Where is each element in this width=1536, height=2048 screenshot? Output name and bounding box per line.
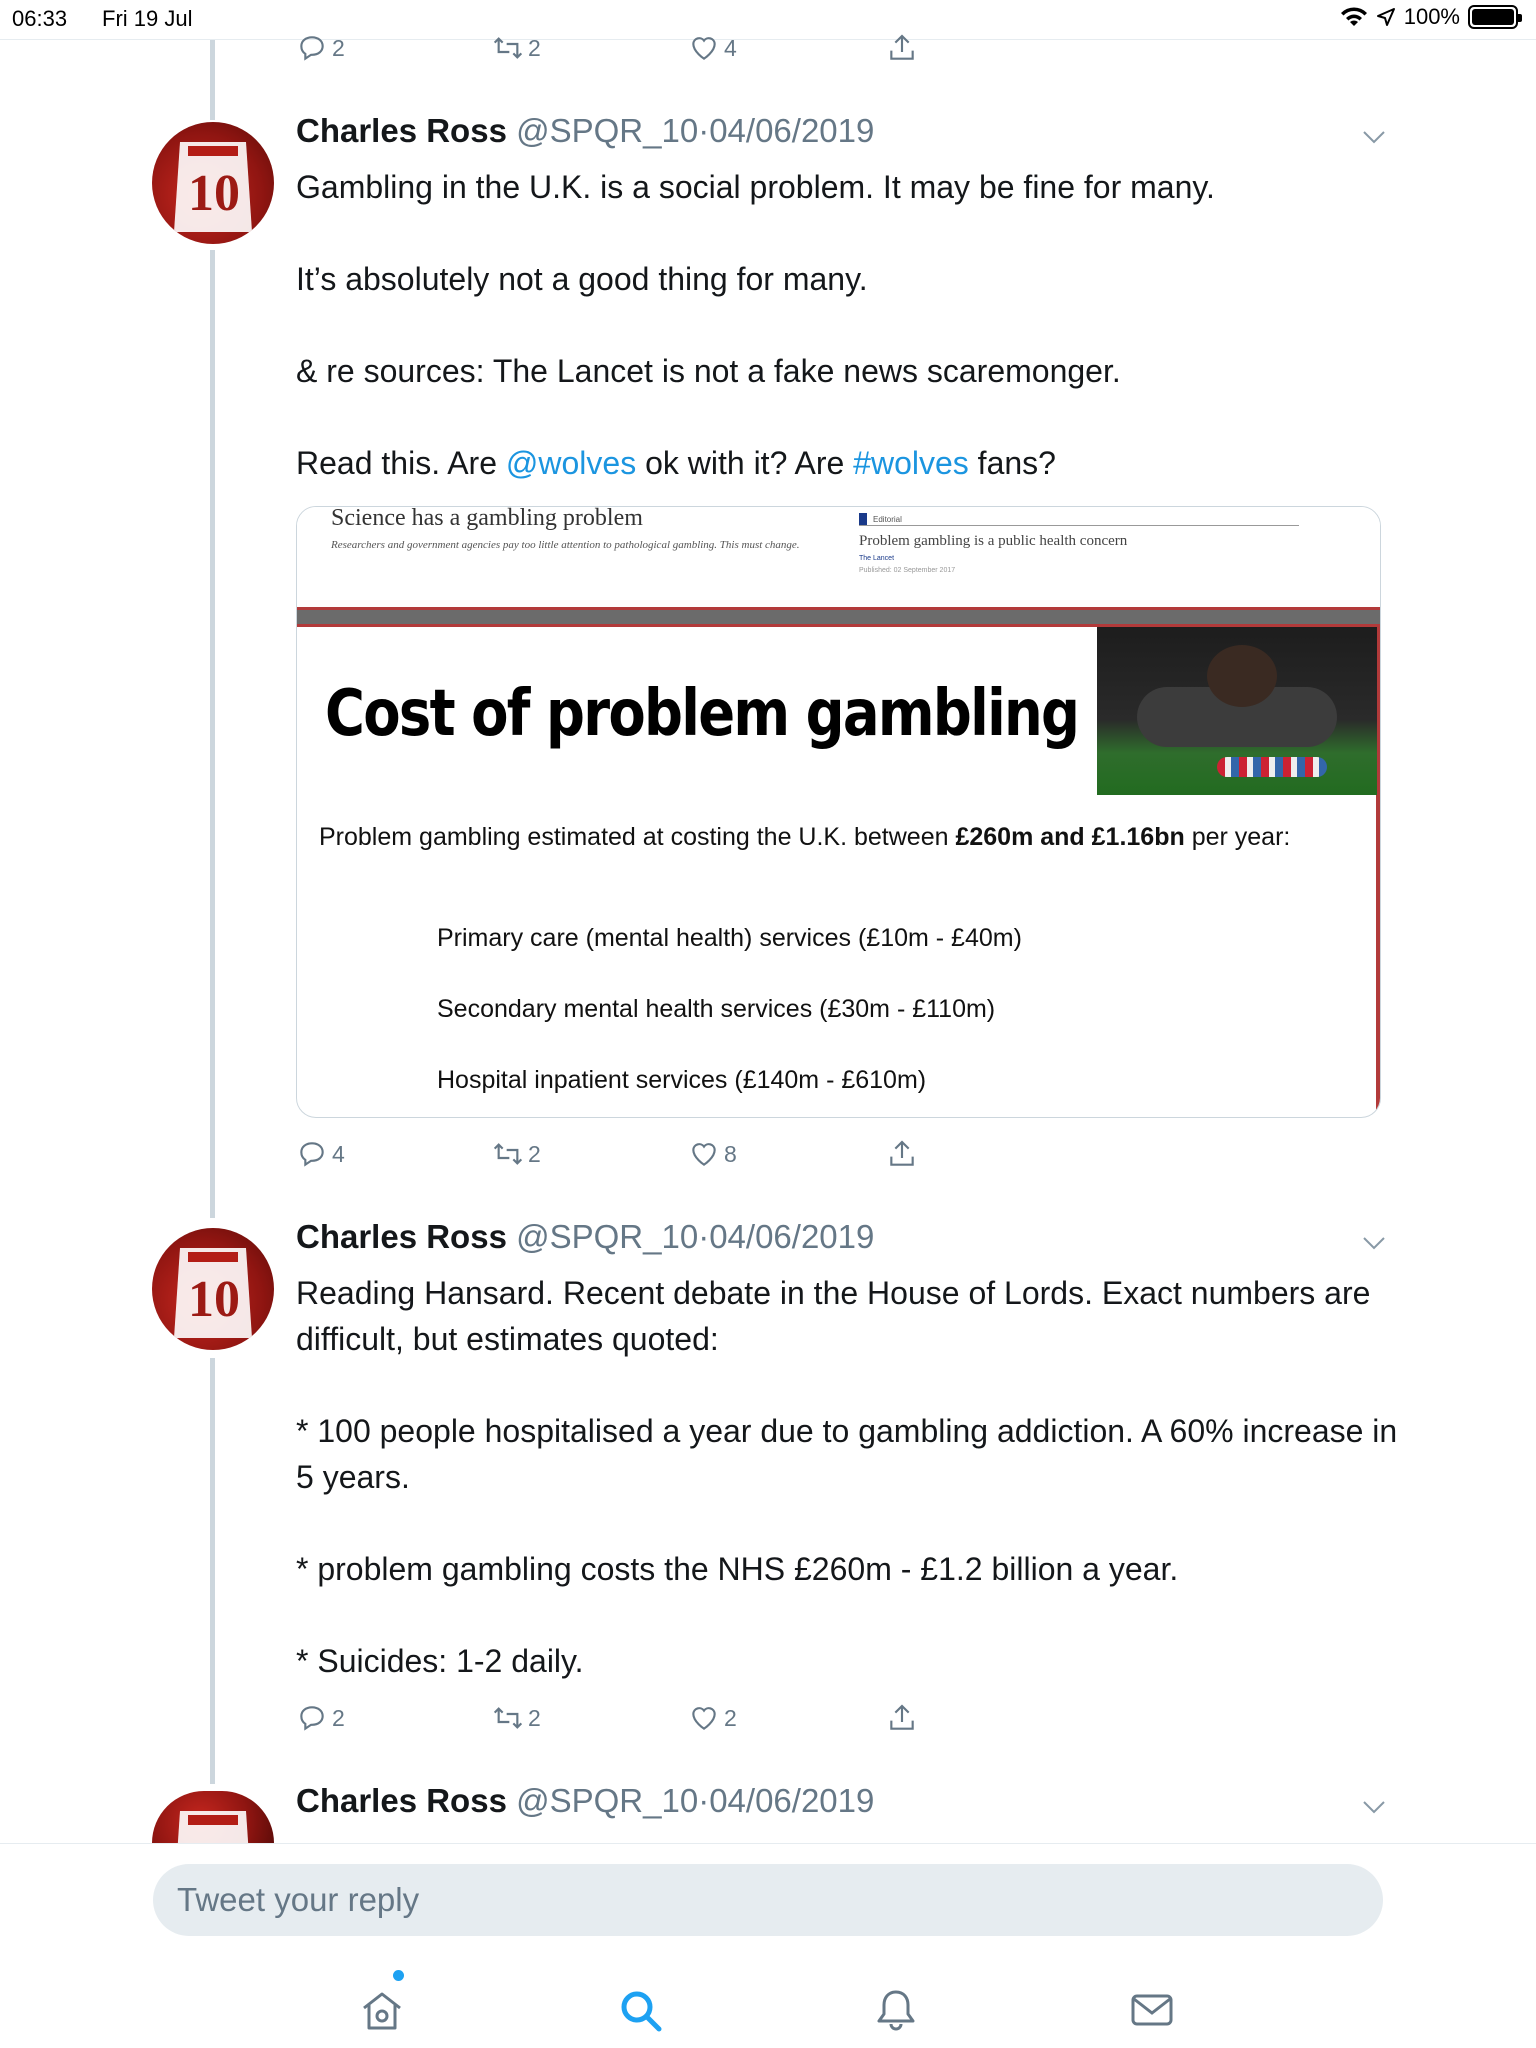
tweet-paragraph: & re sources: The Lancet is not a fake news scaremonger. — [296, 353, 1121, 389]
home-icon — [358, 1986, 406, 2034]
share-button[interactable] — [886, 32, 918, 64]
reply-bar — [0, 1843, 1536, 2048]
slide-description: Problem gambling estimated at costing the U.K. between £260m and £1.16bn per year: — [319, 823, 1291, 851]
like-count: 8 — [724, 1140, 737, 1167]
separator: · — [698, 1782, 710, 1819]
hashtag-link[interactable]: #wolves — [853, 445, 969, 481]
notification-dot — [393, 1970, 404, 1981]
like-count: 4 — [724, 34, 737, 61]
author-handle[interactable]: @SPQR_10 — [516, 1218, 699, 1255]
heart-icon — [688, 32, 720, 64]
separator: · — [698, 1218, 710, 1255]
svg-text:10: 10 — [188, 165, 240, 222]
share-icon — [886, 1702, 918, 1734]
retweet-count: 2 — [528, 1140, 541, 1167]
reply-icon — [296, 1702, 328, 1734]
tweet-date[interactable]: 04/06/2019 — [709, 112, 875, 149]
article-title: Science has a gambling problem — [331, 506, 643, 531]
avatar[interactable] — [152, 1228, 274, 1350]
tab-search[interactable] — [616, 1986, 664, 2034]
thread-line — [210, 1358, 215, 1784]
editorial-source: The Lancet — [859, 555, 895, 562]
tweet-date[interactable]: 04/06/2019 — [709, 1218, 875, 1255]
retweet-button[interactable] — [492, 32, 541, 64]
tweet-paragraph: * Suicides: 1-2 daily. — [296, 1643, 584, 1679]
tweet-date[interactable]: 04/06/2019 — [709, 1782, 875, 1819]
tweet-text — [296, 1270, 1406, 1684]
author-name[interactable]: Charles Ross — [296, 112, 507, 149]
reply-icon — [296, 1138, 328, 1170]
tweet-header — [296, 1782, 874, 1820]
tab-messages[interactable] — [1128, 1986, 1176, 2034]
like-button[interactable] — [688, 1702, 737, 1734]
like-count: 2 — [724, 1704, 737, 1731]
search-icon — [616, 1986, 664, 2034]
chevron-down-icon[interactable] — [1360, 122, 1388, 150]
reply-button[interactable] — [296, 32, 345, 64]
editorial-title: Problem gambling is a public health concern — [859, 533, 1128, 549]
location-arrow-icon — [1376, 7, 1396, 27]
reply-button[interactable] — [296, 1702, 345, 1734]
divider-bar — [297, 607, 1380, 627]
reply-icon — [296, 32, 328, 64]
tab-home[interactable] — [358, 1986, 406, 2034]
tweet-text — [296, 164, 1406, 486]
editorial-mark — [859, 513, 867, 525]
status-bar — [0, 0, 1536, 40]
retweet-icon — [492, 1138, 524, 1170]
heart-icon — [688, 1138, 720, 1170]
retweet-count: 2 — [528, 1704, 541, 1731]
retweet-button[interactable] — [492, 1702, 541, 1734]
chevron-down-icon[interactable] — [1360, 1228, 1388, 1256]
share-icon — [886, 1138, 918, 1170]
chevron-down-icon[interactable] — [1360, 1792, 1388, 1820]
like-button[interactable] — [688, 32, 737, 64]
tweet-paragraph: It’s absolutely not a good thing for many. — [296, 261, 868, 297]
tweet-paragraph: Gambling in the U.K. is a social problem. It may be fine for many. — [296, 169, 1215, 205]
thread-line — [210, 250, 215, 1218]
jersey-icon — [170, 1801, 256, 1843]
cost-item: Hospital inpatient services (£140m - £610m) — [437, 1066, 927, 1094]
thread-line — [210, 40, 215, 120]
jersey-icon — [170, 1238, 256, 1346]
share-button[interactable] — [886, 1702, 918, 1734]
tweet-paragraph: Reading Hansard. Recent debate in the House of Lords. Exact numbers are difficult, but estimates quoted: — [296, 1275, 1371, 1357]
tweet-header — [296, 1218, 874, 1256]
share-icon — [886, 32, 918, 64]
retweet-button[interactable] — [492, 1138, 541, 1170]
article-subtitle: Researchers and government agencies pay too little attention to pathological gambling. This must change. — [331, 539, 800, 551]
editorial-date: Published: 02 September 2017 — [859, 567, 956, 574]
retweet-icon — [492, 1702, 524, 1734]
slide-title: Cost of problem gambling — [325, 677, 1079, 751]
tweet-paragraph: * problem gambling costs the NHS £260m - £1.2 billion a year. — [296, 1551, 1179, 1587]
retweet-count: 2 — [528, 34, 541, 61]
tweet-header — [296, 112, 874, 150]
svg-text:10: 10 — [188, 1271, 240, 1328]
jersey-icon — [170, 132, 256, 240]
retweet-icon — [492, 32, 524, 64]
reply-count: 2 — [332, 34, 345, 61]
status-right — [1340, 4, 1518, 30]
tweet-image[interactable] — [296, 506, 1381, 1118]
tweet-paragraph: * 100 people hospitalised a year due to gambling addiction. A 60% increase in 5 years. — [296, 1413, 1398, 1495]
messages-icon — [1128, 1986, 1176, 2034]
image-header — [297, 507, 1380, 607]
wifi-icon — [1340, 6, 1368, 28]
separator: · — [698, 112, 710, 149]
avatar[interactable] — [152, 122, 274, 244]
reply-input[interactable] — [153, 1864, 1383, 1936]
author-handle[interactable]: @SPQR_10 — [516, 112, 699, 149]
reply-button[interactable] — [296, 1138, 345, 1170]
reply-count: 2 — [332, 1704, 345, 1731]
tab-notifications[interactable] — [872, 1986, 920, 2034]
author-handle[interactable]: @SPQR_10 — [516, 1782, 699, 1819]
battery-percent: 100% — [1403, 4, 1460, 29]
status-date: Fri 19 Jul — [102, 6, 193, 31]
cost-item: Primary care (mental health) services (£10m - £40m) — [437, 924, 1022, 952]
status-time: 06:33 — [12, 6, 68, 31]
heart-icon — [688, 1702, 720, 1734]
tweet-paragraph: Read this. Are @wolves ok with it? Are #wolves fans? — [296, 445, 1056, 481]
battery-icon — [1468, 5, 1518, 29]
share-button[interactable] — [886, 1138, 918, 1170]
cost-item: Secondary mental health services (£30m - £110m) — [437, 995, 996, 1023]
editorial-label: Editorial — [873, 515, 902, 524]
author-name[interactable]: Charles Ross — [296, 1782, 507, 1819]
author-name[interactable]: Charles Ross — [296, 1218, 507, 1255]
notifications-icon — [872, 1986, 920, 2034]
gambler-photo — [1097, 627, 1377, 795]
reply-count: 4 — [332, 1140, 345, 1167]
mention-link[interactable]: @wolves — [505, 445, 637, 481]
avatar[interactable] — [152, 1791, 274, 1843]
like-button[interactable] — [688, 1138, 737, 1170]
